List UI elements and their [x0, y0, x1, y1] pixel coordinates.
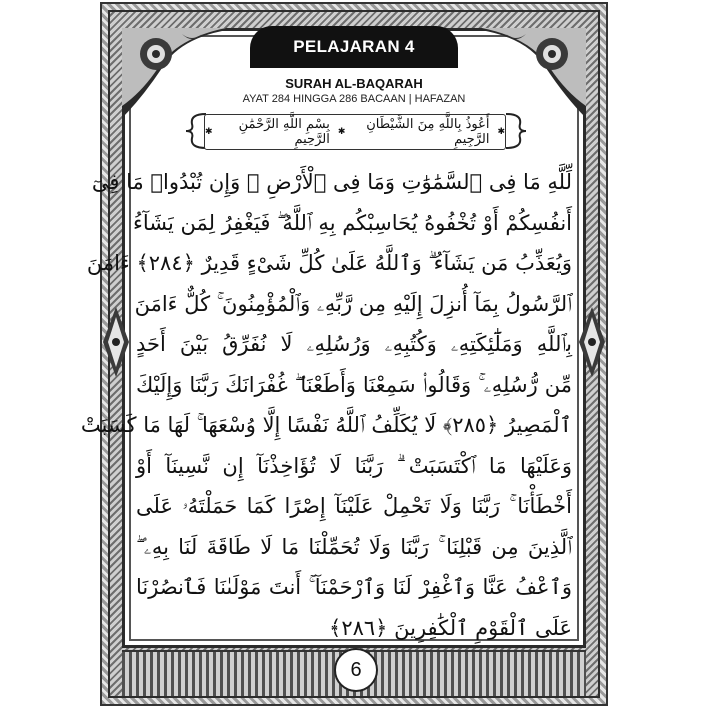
basmalah-text: بِسْمِ اللَّهِ الرَّحْمَٰنِ الرَّحِيمِ: [238, 117, 330, 147]
side-medallion-right: [579, 307, 605, 377]
book-page: [80, 2, 608, 706]
verse-line: ٱلَّذِينَ مِن قَبْلِنَا ۚ رَبَّنَا وَلَا تُحَمِّلْنَا مَا لَا طَاقَةَ لَنَا بِهِۦ ۖ: [136, 534, 572, 559]
verse-line: وَعَلَيْهَا مَا ٱكْتَسَبَتْ ۗ رَبَّنَا لَا تُؤَاخِذْنَآ إِن نَّسِينَآ أَوْ: [136, 453, 572, 478]
verse-line: ٱلرَّسُولُ بِمَآ أُنزِلَ إِلَيْهِ مِن رَّبِّهِۦ وَٱلْمُؤْمِنُونَ ۚ كُلٌّ ءَامَنَ: [134, 291, 572, 316]
star-icon: ✱: [337, 127, 346, 137]
star-icon: ✱: [205, 127, 213, 137]
verse-line: وَيُعَذِّبُ مَن يَشَآءُ ۗ وَٱللَّهُ عَلَىٰ كُلِّ شَىْءٍ قَدِيرٌ ﴿٢٨٤﴾ ءَامَنَ: [86, 251, 572, 275]
verse-line: ٱلْمَصِيرُ ﴿٢٨٥﴾ لَا يُكَلِّفُ ٱللَّهُ نَفْسًا إِلَّا وُسْعَهَا ۚ لَهَا مَا كَسَبَتْ: [80, 413, 572, 437]
verse-line: مِّن رُّسُلِهِۦ ۚ وَقَالُوا۟ سَمِعْنَا وَأَطَعْنَا ۖ غُفْرَانَكَ رَبَّنَا وَإِلَيْكَ: [136, 372, 572, 397]
bracket-ornament-right: [504, 112, 528, 150]
quran-verses: [80, 162, 572, 648]
verse-line: وَٱعْفُ عَنَّا وَٱغْفِرْ لَنَا وَٱرْحَمْنَآ ۚ أَنتَ مَوْلَىٰنَا فَٱنصُرْنَا: [136, 575, 572, 599]
verse-line: أَخْطَأْنَا ۚ رَبَّنَا وَلَا تَحْمِلْ عَلَيْنَآ إِصْرًا كَمَا حَمَلْتَهُۥ عَلَى: [136, 494, 572, 518]
istiadhah-text: أَعُوذُ بِاللَّهِ مِنَ الشَّيْطَانِ الرَّجِيمِ: [366, 117, 490, 147]
surah-subtitle: AYAT 284 HINGGA 286 BACAAN | HAFAZAN: [242, 93, 466, 105]
verse-line: لِّلَّهِ مَا فِى ٱلسَّمَٰوَٰتِ وَمَا فِى ٱلْأَرْضِ ۗ وَإِن تُبْدُوا۟ مَا فِىٓ: [91, 170, 572, 194]
page-number: 6: [334, 648, 378, 692]
surah-title: SURAH AL-BAQARAH: [285, 76, 423, 91]
star-icon: ✱: [497, 127, 505, 137]
side-medallion-left: [103, 307, 129, 377]
verse-line: أَنفُسِكُمْ أَوْ تُخْفُوهُ يُحَاسِبْكُم بِهِ ٱللَّهُ ۖ فَيَغْفِرُ لِمَن يَشَآءُ: [132, 210, 572, 235]
lesson-title-tab: PELAJARAN 4: [250, 26, 458, 68]
verse-line: بِٱللَّهِ وَمَلَٰٓئِكَتِهِۦ وَكُتُبِهِۦ وَرُسُلِهِۦ لَا نُفَرِّقُ بَيْنَ أَحَدٍ: [136, 332, 572, 356]
istiadhah-basmalah-box: [204, 114, 506, 150]
verse-line: عَلَى ٱلْقَوْمِ ٱلْكَٰفِرِينَ ﴿٢٨٦﴾: [329, 615, 572, 640]
